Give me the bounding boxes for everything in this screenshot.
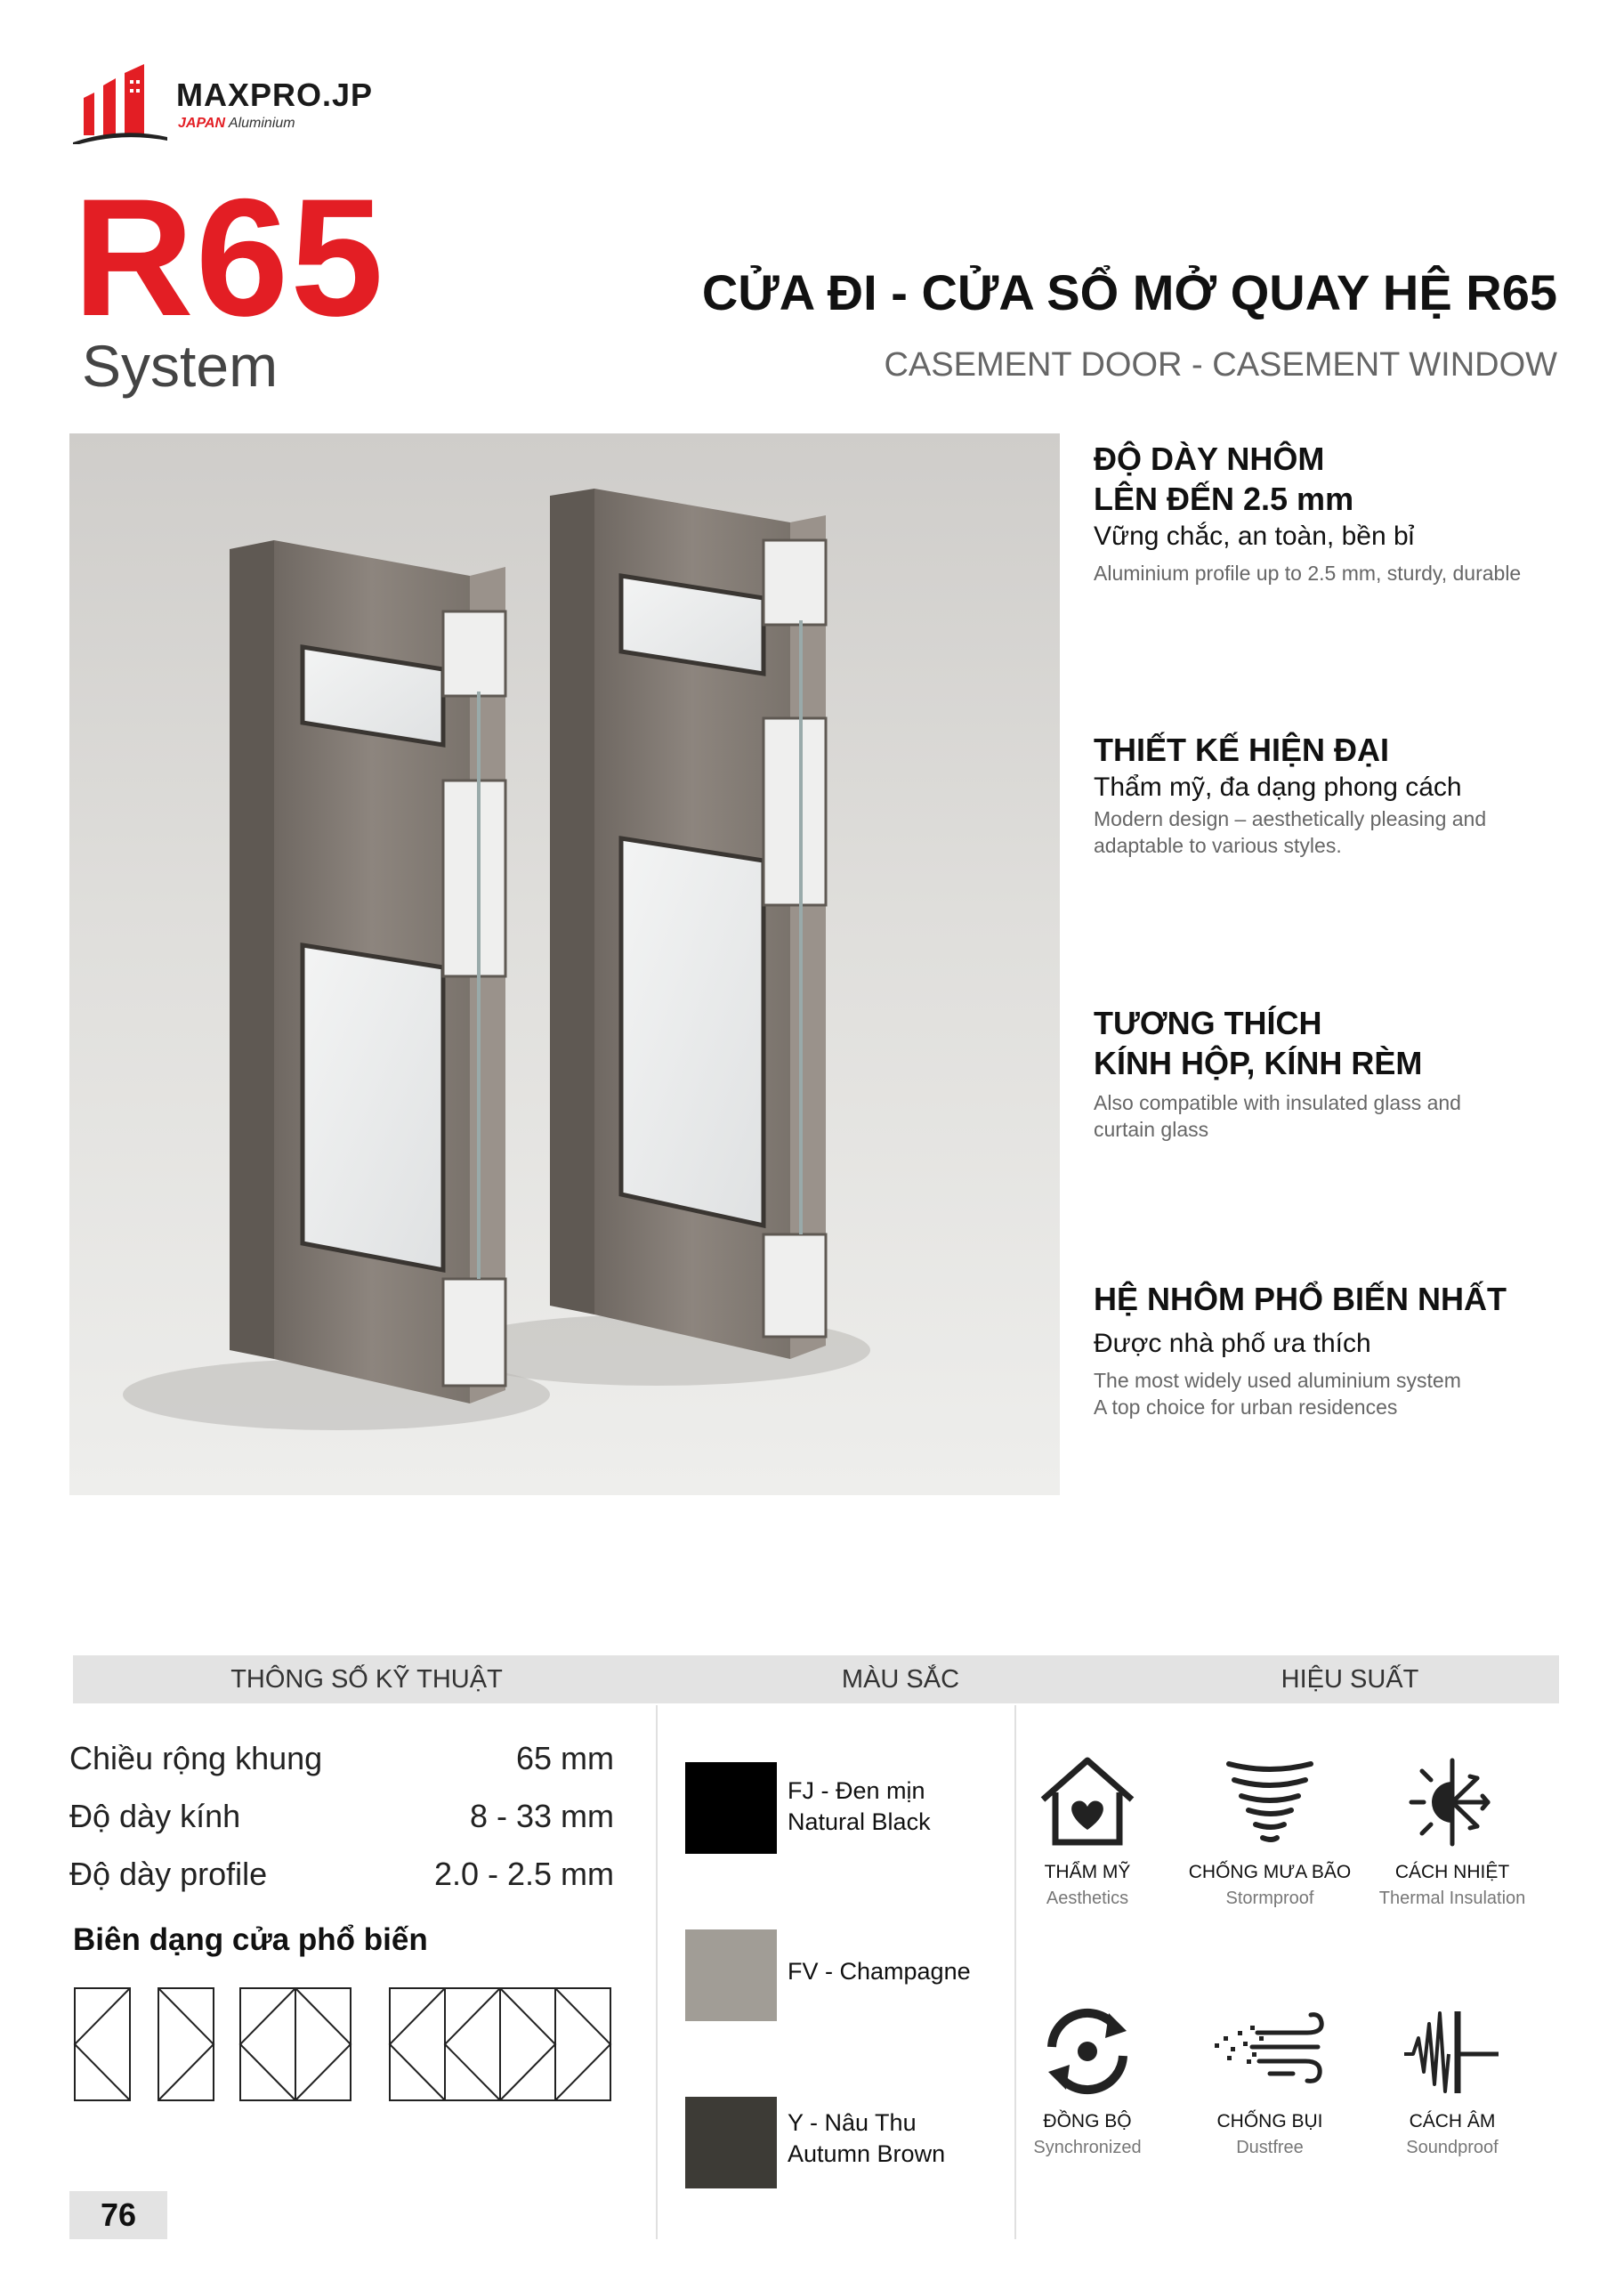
product-image xyxy=(69,433,1060,1495)
sync-icon xyxy=(1034,2002,1141,2100)
soundwave-icon xyxy=(1399,2002,1506,2100)
spec-value: 2.0 - 2.5 mm xyxy=(433,1856,614,1892)
feature-thickness xyxy=(1094,439,1574,587)
color-name: Autumn Brown xyxy=(788,2140,946,2168)
section-performance-title: HIỆU SUẤT xyxy=(1281,1665,1419,1694)
color-code: FV - Champagne xyxy=(788,1958,971,1985)
system-label: System xyxy=(82,333,279,399)
single-leaf-profile-icon xyxy=(75,1988,130,2100)
column-divider xyxy=(656,1705,658,2239)
feature-subtitle: Thẩm mỹ, đa dạng phong cách xyxy=(1094,772,1462,802)
feature-description-line: curtain glass xyxy=(1094,1117,1209,1141)
feature-design xyxy=(1094,730,1574,860)
color-name: Natural Black xyxy=(788,1808,931,1836)
color-code: FJ - Đen mịn xyxy=(788,1777,925,1804)
brand-tagline-red: JAPAN xyxy=(178,116,226,131)
spec-label: Chiều rộng khung xyxy=(69,1740,323,1776)
section-specs-title: THÔNG SỐ KỸ THUẬT xyxy=(230,1665,503,1694)
spec-value: 8 - 33 mm xyxy=(469,1798,614,1834)
performance-stormproof xyxy=(1181,1753,1359,1909)
performance-label-vn: THẨM MỸ xyxy=(1044,1862,1131,1882)
performance-soundproof xyxy=(1363,2002,1541,2158)
performance-label-en: Thermal Insulation xyxy=(1378,1889,1526,1908)
section-header-bar xyxy=(73,1655,1559,1703)
performance-label-vn: CÁCH NHIỆT xyxy=(1394,1862,1510,1882)
feature-description-line: A top choice for urban residences xyxy=(1094,1395,1398,1419)
feature-title-line: LÊN ĐẾN 2.5 mm xyxy=(1094,481,1354,517)
feature-title-line: KÍNH HỘP, KÍNH RÈM xyxy=(1094,1045,1423,1081)
double-leaf-profile-icon xyxy=(240,1988,351,2100)
brand-tagline xyxy=(178,116,295,132)
performance-aesthetics xyxy=(998,1753,1176,1909)
aluminium-profile-illustration xyxy=(69,433,1060,1495)
page-number: 76 xyxy=(69,2191,167,2239)
spec-row xyxy=(69,1740,614,1777)
door-profile-diagrams xyxy=(73,1986,618,2102)
feature-description-line: The most widely used aluminium system xyxy=(1094,1369,1461,1392)
performance-dustfree xyxy=(1181,2002,1359,2158)
color-code: Y - Nâu Thu xyxy=(788,2109,917,2136)
feature-description xyxy=(1094,1368,1574,1421)
tornado-icon xyxy=(1216,1753,1323,1851)
spec-label: Độ dày profile xyxy=(69,1856,268,1892)
feature-description xyxy=(1094,1090,1574,1144)
feature-title xyxy=(1094,1003,1574,1083)
performance-synchronized xyxy=(998,2002,1176,2158)
performance-label-en: Dustfree xyxy=(1236,2138,1304,2157)
building-logo-icon xyxy=(71,64,169,144)
color-swatch-black xyxy=(685,1762,777,1854)
feature-popular xyxy=(1094,1279,1574,1421)
feature-title xyxy=(1094,439,1574,519)
spec-label: Độ dày kính xyxy=(69,1798,241,1834)
page-title: CỬA ĐI - CỬA SỔ MỞ QUAY HỆ R65 xyxy=(701,264,1557,320)
spec-row xyxy=(69,1798,614,1835)
color-label xyxy=(788,1956,971,1987)
performance-label-vn: CHỐNG BỤI xyxy=(1216,2111,1323,2131)
performance-label-en: Aesthetics xyxy=(1046,1889,1129,1908)
profiles-title: Biên dạng cửa phổ biến xyxy=(73,1922,428,1957)
sun-snowflake-icon xyxy=(1399,1753,1506,1851)
feature-glass xyxy=(1094,1003,1574,1144)
feature-subtitle: Được nhà phố ưa thích xyxy=(1094,1329,1371,1358)
house-heart-icon xyxy=(1034,1753,1141,1851)
feature-title-line: HỆ NHÔM PHỔ BIẾN NHẤT xyxy=(1094,1281,1507,1317)
performance-label-vn: CHỐNG MƯA BÃO xyxy=(1188,1862,1352,1882)
feature-description-line: Also compatible with insulated glass and xyxy=(1094,1091,1461,1114)
color-swatch-champagne xyxy=(685,1929,777,2021)
feature-description-line: Modern design – aesthetically pleasing and xyxy=(1094,807,1487,830)
page-subtitle: CASEMENT DOOR - CASEMENT WINDOW xyxy=(884,346,1557,384)
feature-description-line: adaptable to various styles. xyxy=(1094,833,1342,857)
brand-name: MAXPRO.JP xyxy=(176,77,374,113)
single-leaf-reverse-profile-icon xyxy=(158,1988,214,2100)
performance-label-vn: ĐỒNG BỘ xyxy=(1043,2111,1132,2131)
color-label xyxy=(788,1776,931,1838)
feature-title-line: TƯƠNG THÍCH xyxy=(1094,1005,1322,1041)
feature-description xyxy=(1094,561,1574,587)
spec-row xyxy=(69,1856,614,1893)
performance-label-vn: CÁCH ÂM xyxy=(1409,2111,1496,2131)
performance-label-en: Synchronized xyxy=(1033,2138,1142,2157)
brand-tagline-rest: Aluminium xyxy=(228,116,295,131)
feature-title-line: THIẾT KẾ HIỆN ĐẠI xyxy=(1094,732,1390,768)
spec-value: 65 mm xyxy=(515,1740,614,1776)
performance-label-en: Soundproof xyxy=(1406,2138,1499,2157)
four-leaf-profile-icon xyxy=(390,1988,610,2100)
section-colors-title: MÀU SẮC xyxy=(841,1665,960,1694)
feature-description-line: Aluminium profile up to 2.5 mm, sturdy, durable xyxy=(1094,562,1522,585)
color-label xyxy=(788,2107,945,2170)
feature-title xyxy=(1094,730,1574,770)
performance-label-en: Stormproof xyxy=(1225,1889,1314,1908)
color-swatch-autumn-brown xyxy=(685,2097,777,2188)
dust-wind-icon xyxy=(1208,2002,1332,2100)
model-name: R65 xyxy=(73,164,385,351)
feature-subtitle: Vững chắc, an toàn, bền bỉ xyxy=(1094,522,1415,551)
feature-description xyxy=(1094,806,1574,860)
performance-thermal xyxy=(1363,1753,1541,1909)
feature-title xyxy=(1094,1279,1574,1319)
feature-title-line: ĐỘ DÀY NHÔM xyxy=(1094,441,1325,477)
brand-logo xyxy=(71,64,392,150)
